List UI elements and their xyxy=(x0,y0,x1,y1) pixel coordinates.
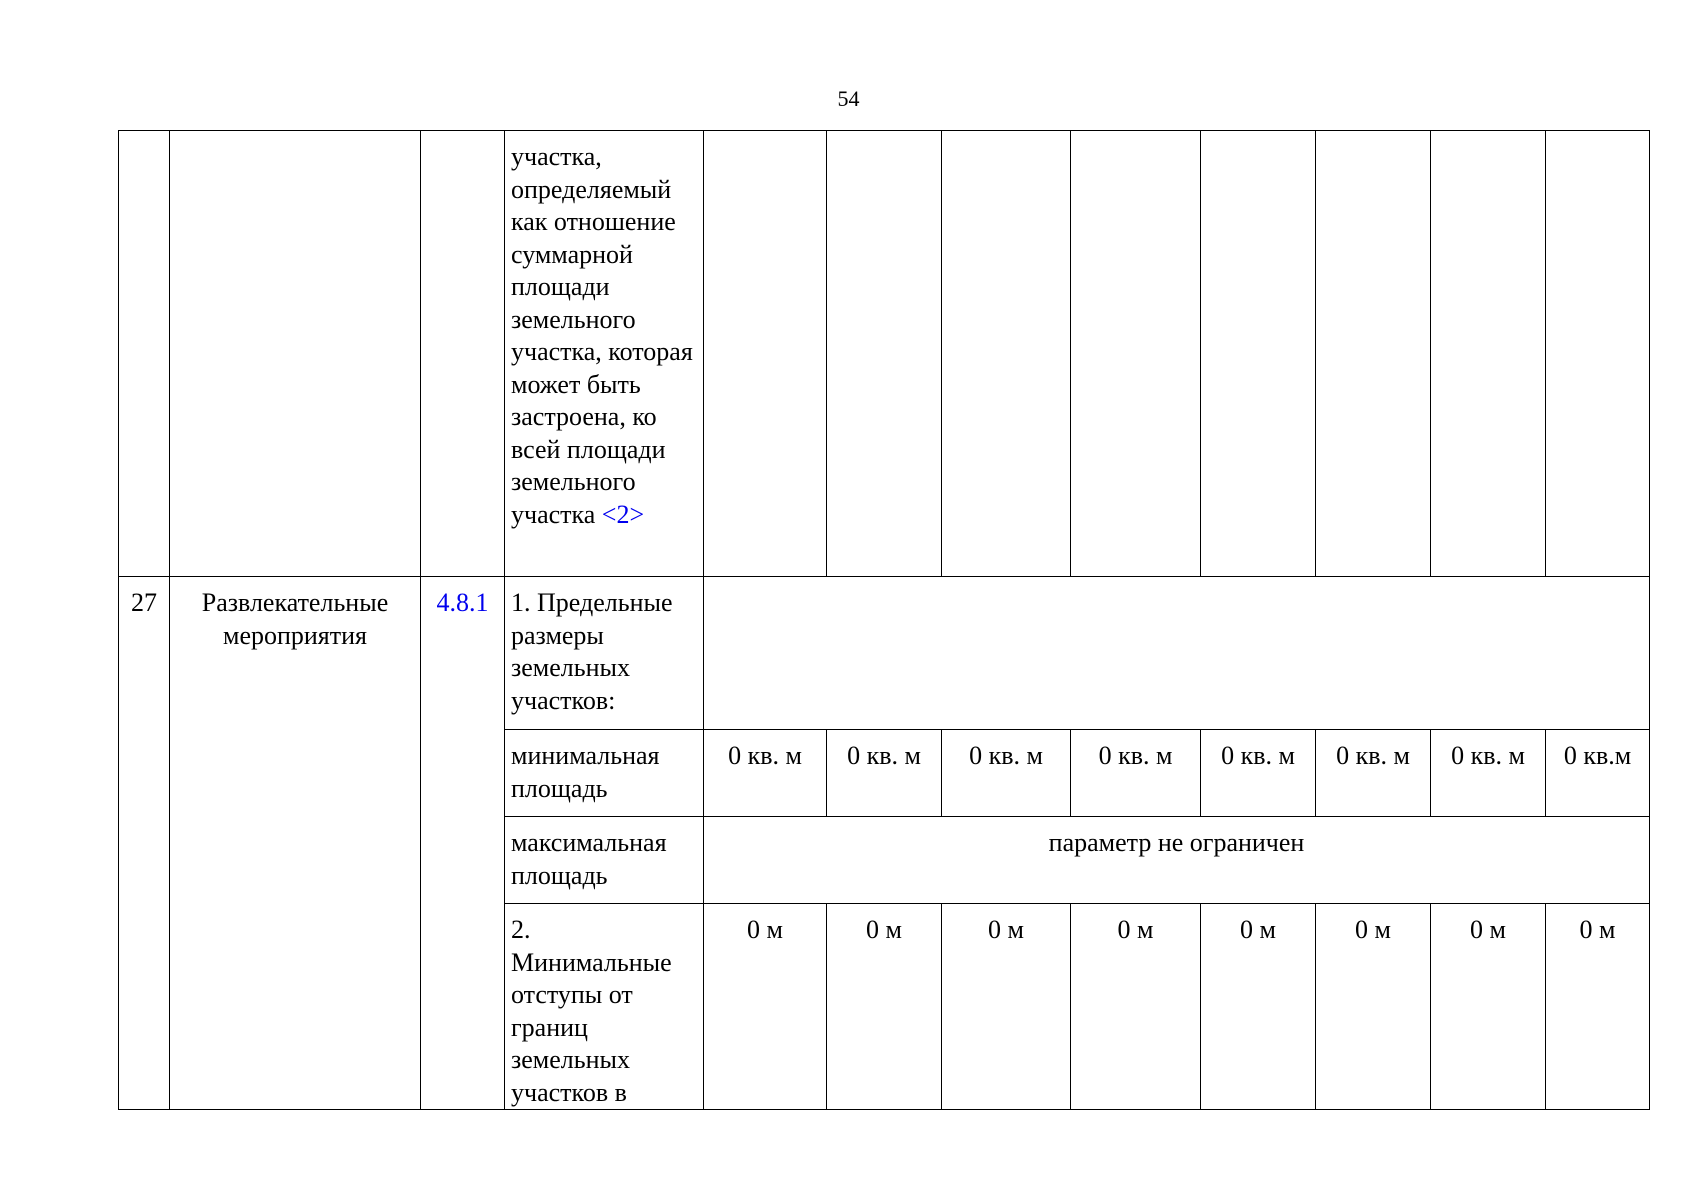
cell-code-empty xyxy=(421,131,505,577)
param-section-1-values xyxy=(704,577,1650,730)
cell-continued-parameter xyxy=(505,131,704,577)
cell-empty-4 xyxy=(1071,131,1201,577)
min-area-value: 0 кв.м xyxy=(1546,730,1650,817)
cell-empty-1 xyxy=(704,131,827,577)
table-row-continued xyxy=(119,131,1650,577)
cell-empty-8 xyxy=(1546,131,1650,577)
setback-value: 0 м xyxy=(827,904,942,1110)
page-number: 54 xyxy=(837,86,860,111)
cell-empty-6 xyxy=(1316,131,1431,577)
setback-value: 0 м xyxy=(1546,904,1650,1110)
min-area-value: 0 кв. м xyxy=(827,730,942,817)
cell-empty-2 xyxy=(827,131,942,577)
setback-value: 0 м xyxy=(1071,904,1201,1110)
min-area-label: минимальная площадь xyxy=(505,730,704,817)
cell-empty-3 xyxy=(942,131,1071,577)
cell-number-empty xyxy=(119,131,170,577)
setback-value: 0 м xyxy=(704,904,827,1110)
cell-empty-7 xyxy=(1431,131,1546,577)
row-code-cell xyxy=(421,577,505,1110)
min-area-value: 0 кв. м xyxy=(1201,730,1316,817)
min-area-value: 0 кв. м xyxy=(1431,730,1546,817)
setback-value: 0 м xyxy=(1431,904,1546,1110)
max-area-value: параметр не ограничен xyxy=(704,817,1650,904)
setback-value: 0 м xyxy=(1316,904,1431,1110)
min-area-value: 0 кв. м xyxy=(704,730,827,817)
param-section-2: 2. Минимальные отступы от границ земельных участков в xyxy=(505,904,704,1110)
footnote-link-2[interactable]: <2> xyxy=(601,499,645,529)
min-area-value: 0 кв. м xyxy=(1316,730,1431,817)
min-area-value: 0 кв. м xyxy=(1071,730,1201,817)
param-section-1: 1. Предельные размеры земельных участков: xyxy=(505,577,704,730)
continued-parameter-text: участка, определяемый как отношение суммарной площади земельного участка, которая может быть застроена, ко всей площади земельного участка xyxy=(511,142,693,529)
setback-value: 0 м xyxy=(1201,904,1316,1110)
setback-value: 0 м xyxy=(942,904,1071,1110)
regulations-table xyxy=(118,130,1650,1110)
min-area-value: 0 кв. м xyxy=(942,730,1071,817)
table-row-27-section-1 xyxy=(119,577,1650,730)
max-area-label: максимальная площадь xyxy=(505,817,704,904)
row-name: Развлекательные мероприятия xyxy=(170,577,421,1110)
row-code-link[interactable]: 4.8.1 xyxy=(436,588,489,617)
cell-empty-5 xyxy=(1201,131,1316,577)
row-number: 27 xyxy=(119,577,170,1110)
cell-name-empty xyxy=(170,131,421,577)
